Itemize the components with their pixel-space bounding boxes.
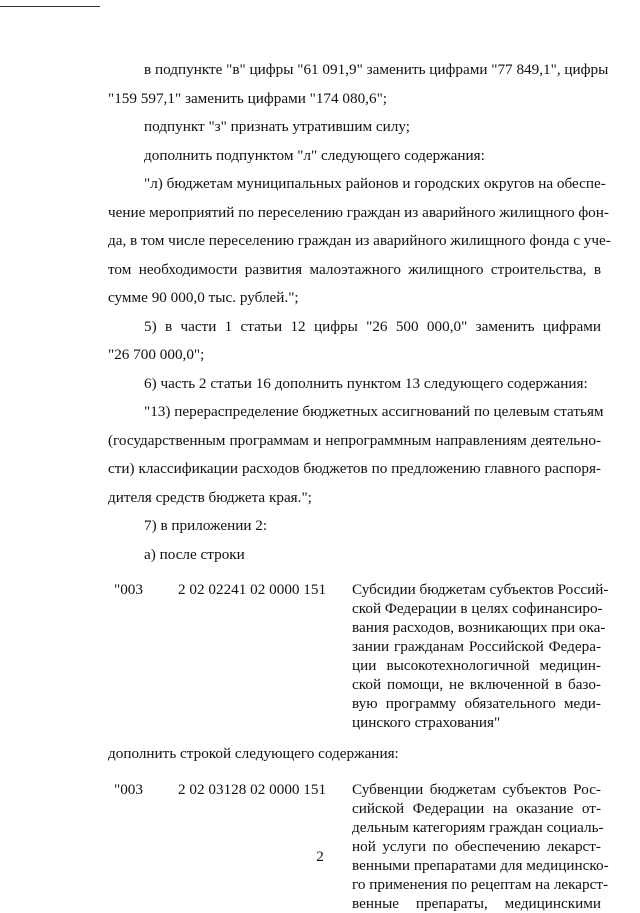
text-line: 7) в приложении 2: [144, 517, 268, 534]
row-description-line: Субсидии бюджетам субъектов Россий- [352, 581, 609, 598]
text-line: "26 700 000,0"; [108, 346, 205, 363]
row-description-line: дельным категориям граждан социаль- [352, 819, 604, 836]
row-description-line: ции высокотехнологичной медицин- [352, 657, 601, 674]
text-line: 6) часть 2 статьи 16 дополнить пунктом 13 следующего содержания: [144, 375, 588, 392]
text-line: "159 597,1" заменить цифрами "174 080,6"; [108, 90, 387, 107]
row-description-line: го применения по рецептам на лекарст- [352, 876, 609, 893]
page-number: 2 [316, 848, 324, 865]
row-description-line: зании гражданам Российской Федера- [352, 638, 601, 655]
text-line: да, в том числе переселению граждан из аварийного жилищного фонда с уче- [108, 232, 611, 249]
text-line: дителя средств бюджета края."; [108, 489, 312, 506]
header-rule [0, 6, 100, 7]
text-line: сти) классификации расходов бюджетов по предложению главного распоря- [108, 460, 601, 477]
text-line: (государственным программам и непрограммным направлениям деятельно- [108, 432, 601, 449]
budget-classification-code: 2 02 02241 02 0000 151 [178, 581, 327, 598]
text-line: а) после строки [144, 546, 245, 563]
text-line: том необходимости развития малоэтажного жилищного строительства, в [108, 261, 601, 278]
row-description-line: венными препаратами для медицинско- [352, 857, 609, 874]
row-description-line: цинского страхования" [352, 714, 501, 731]
row-description-line: ской помощи, не включенной в базо- [352, 676, 601, 693]
row-description-line: Субвенции бюджетам субъектов Рос- [352, 781, 601, 798]
text-line: "13) перераспределение бюджетных ассигнований по целевым статьям [144, 403, 604, 420]
budget-classification-code: 2 02 03128 02 0000 151 [178, 781, 327, 798]
row-code: "003 [114, 781, 143, 798]
text-line: дополнить строкой следующего содержания: [108, 745, 399, 762]
row-description-line: сийской Федерации на оказание от- [352, 800, 601, 817]
text-line: 5) в части 1 статьи 12 цифры "26 500 000,0" заменить цифрами [144, 318, 601, 335]
text-line: "л) бюджетам муниципальных районов и городских округов на обеспе- [144, 175, 606, 192]
row-description-line: ной услуги по обеспечению лекарст- [352, 838, 601, 855]
text-line: чение мероприятий по переселению граждан из аварийного жилищного фон- [108, 204, 609, 221]
text-line: сумме 90 000,0 тыс. рублей."; [108, 289, 299, 306]
row-description-line: ской Федерации в целях софинансиро- [352, 600, 603, 617]
text-line: дополнить подпунктом "л" следующего содержания: [144, 147, 485, 164]
text-line: подпункт "з" признать утратившим силу; [144, 118, 410, 135]
row-description-line: вую программу обязательного меди- [352, 695, 601, 712]
row-description-line: венные препараты, медицинскими [352, 895, 601, 912]
row-description-line: вания расходов, возникающих при ока- [352, 619, 606, 636]
row-code: "003 [114, 581, 143, 598]
text-line: в подпункте "в" цифры "61 091,9" заменить цифрами "77 849,1", цифры [144, 61, 609, 78]
